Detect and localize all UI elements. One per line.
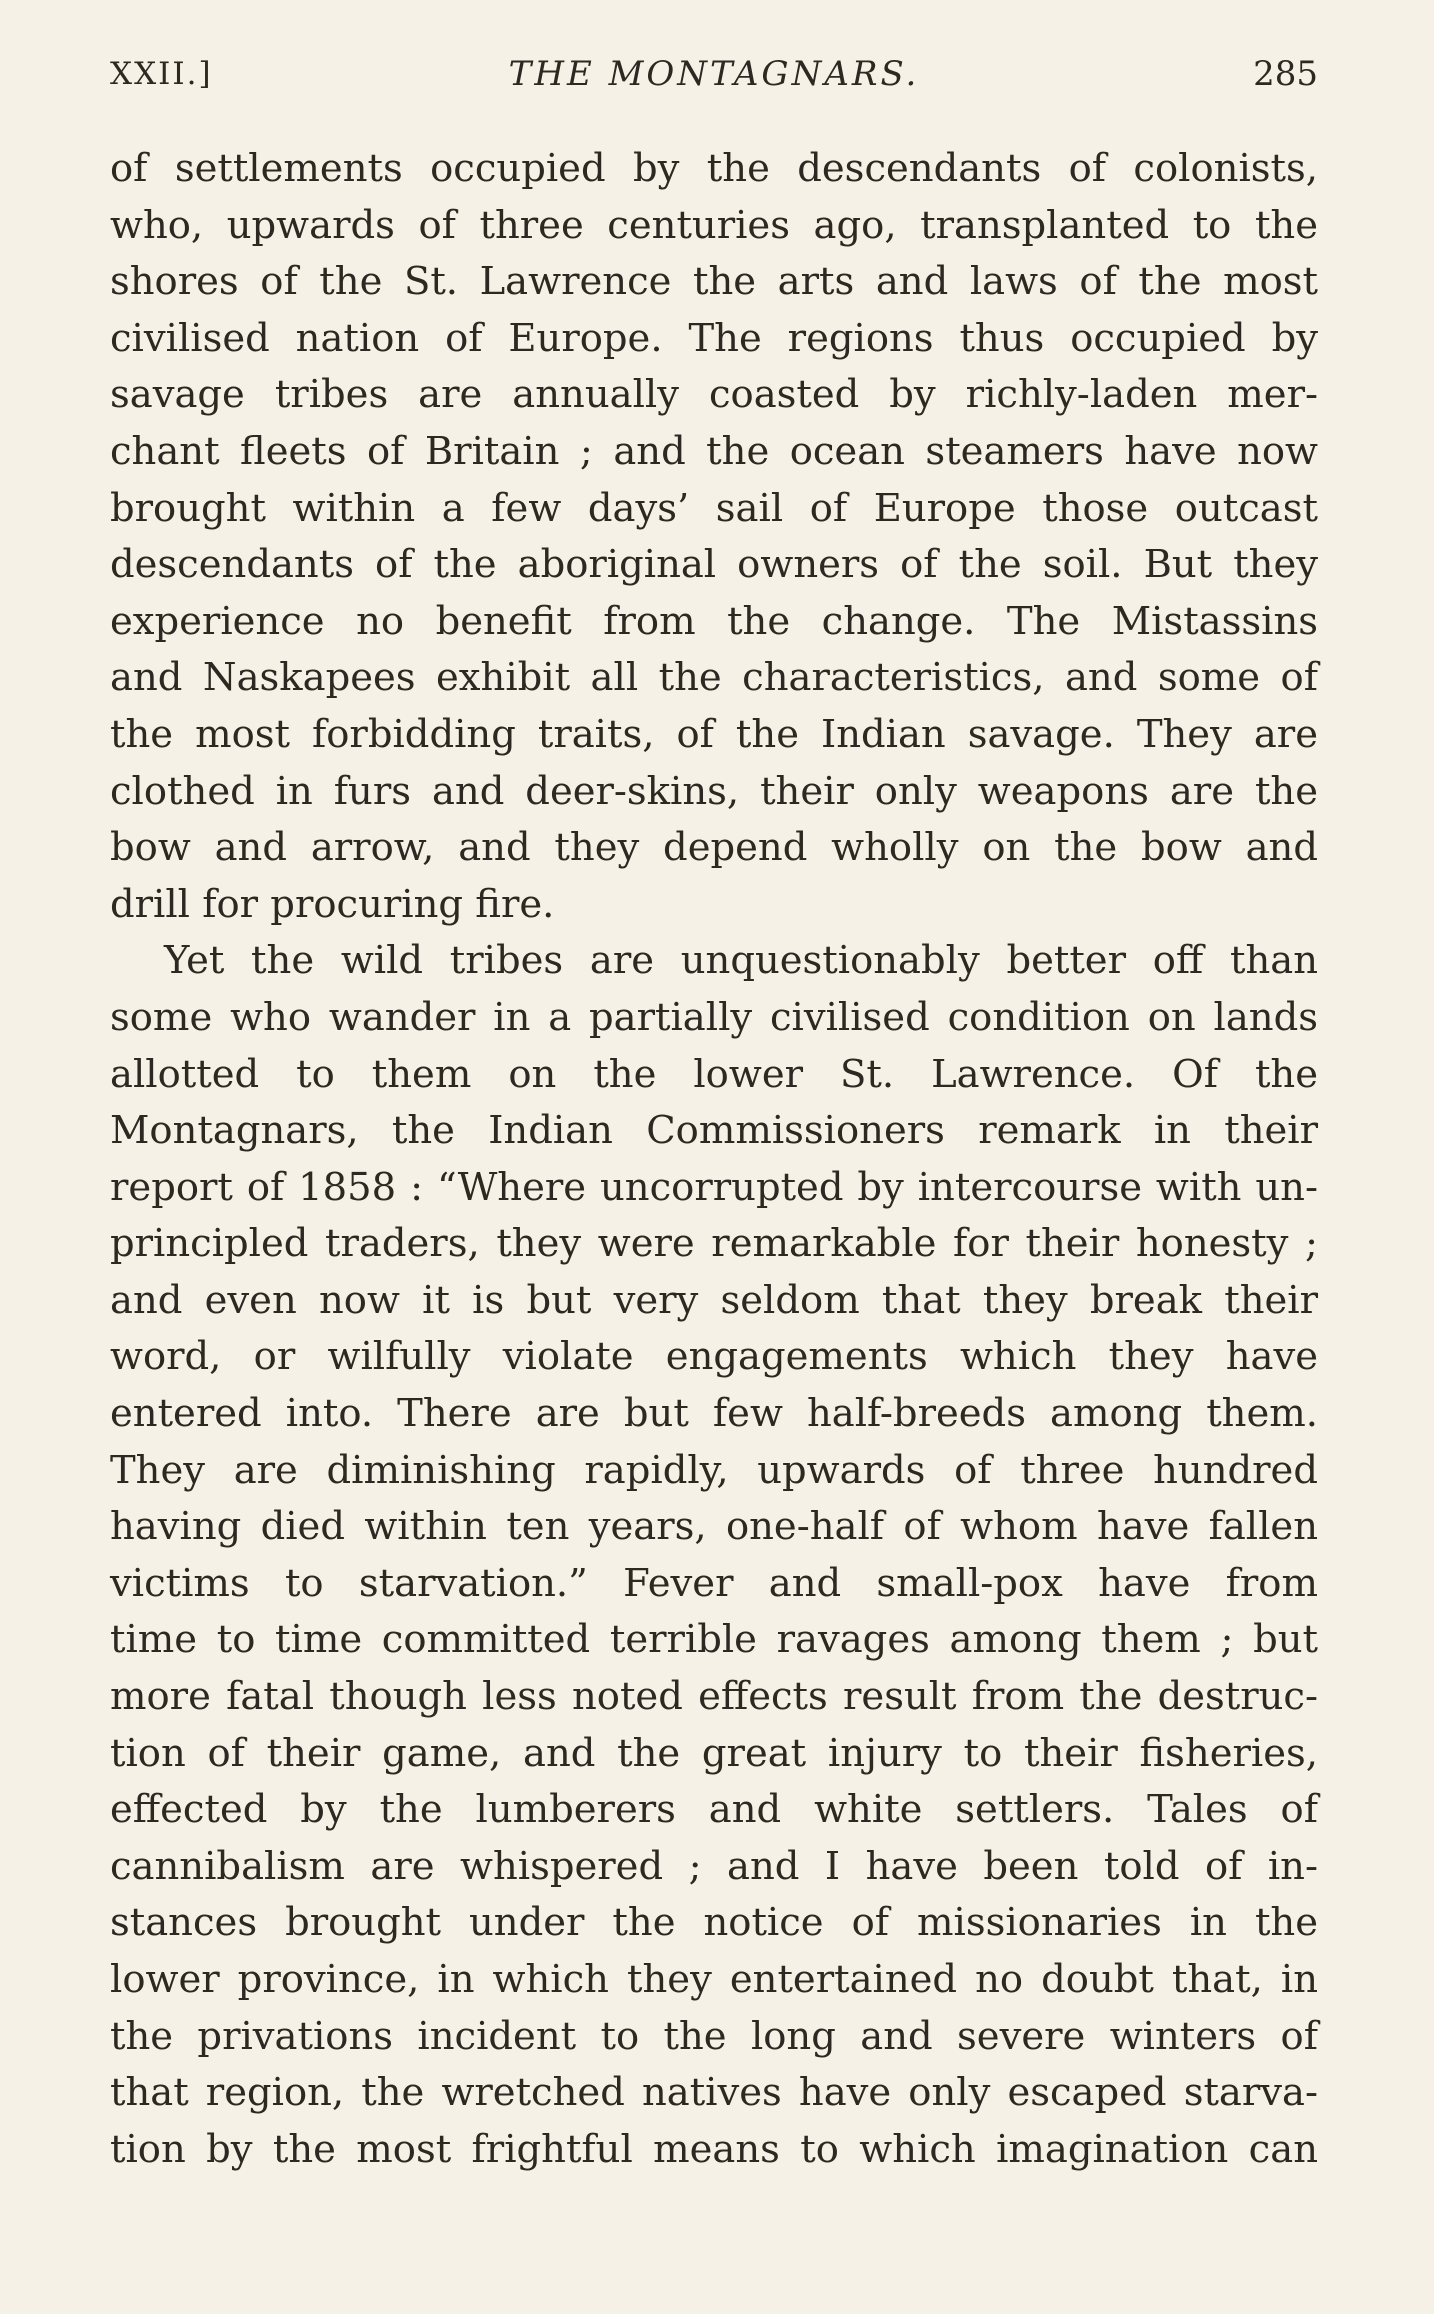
page-number: 285 <box>1253 54 1318 94</box>
text-line: having died within ten years, one-half of whom have fallen <box>110 1504 1318 1550</box>
text-line: stances brought under the notice of missionaries in the <box>110 1900 1318 1946</box>
text-line: who, upwards of three centuries ago, transplanted to the <box>110 202 1318 248</box>
text-line: tion by the most frightful means to which imagination can <box>110 2126 1318 2172</box>
text-line: effected by the lumberers and white settlers. Tales of <box>110 1787 1318 1833</box>
text-line: Montagnars, the Indian Commissioners remark in their <box>110 1108 1318 1154</box>
text-line: savage tribes are annually coasted by richly-laden mer- <box>110 372 1318 418</box>
text-line: cannibalism are whispered ; and I have been told of in- <box>110 1843 1318 1889</box>
text-line: time to time committed terrible ravages among them ; but <box>110 1617 1318 1663</box>
text-line: experience no benefit from the change. The Mistassins <box>110 598 1318 644</box>
text-line: principled traders, they were remarkable for their honesty ; <box>110 1221 1318 1267</box>
text-line: allotted to them on the lower St. Lawrence. Of the <box>110 1051 1318 1097</box>
body-text <box>110 141 1318 2178</box>
text-line: bow and arrow, and they depend wholly on the bow and <box>110 825 1318 871</box>
text-line: and Naskapees exhibit all the characteristics, and some of <box>110 655 1318 701</box>
text-line: that region, the wretched natives have only escaped starva- <box>110 2070 1318 2116</box>
text-line: of settlements occupied by the descendants of colonists, <box>110 146 1318 191</box>
text-line: more fatal though less noted effects result from the destruc- <box>110 1674 1318 1720</box>
text-line: and even now it is but very seldom that they break their <box>110 1277 1318 1323</box>
text-line: the privations incident to the long and severe winters of <box>110 2013 1318 2059</box>
chapter-number: XXII.] <box>110 56 213 92</box>
text-line: civilised nation of Europe. The regions thus occupied by <box>110 315 1318 361</box>
text-line: victims to starvation.” Fever and small-pox have from <box>110 1560 1318 1606</box>
text-line: Yet the wild tribes are unquestionably better off than <box>164 938 1318 984</box>
text-line: word, or wilfully violate engagements which they have <box>110 1334 1318 1380</box>
text-line: entered into. There are but few half-breeds among them. <box>110 1391 1318 1437</box>
text-line: tion of their game, and the great injury to their fisheries, <box>110 1730 1318 1776</box>
text-line: some who wander in a partially civilised condition on lands <box>110 994 1318 1040</box>
running-head <box>110 48 1318 100</box>
text-line: the most forbidding traits, of the Indian savage. They are <box>110 711 1318 757</box>
text-line: lower province, in which they entertained no doubt that, in <box>110 1957 1318 2002</box>
text-line: chant fleets of Britain ; and the ocean steamers have now <box>110 428 1318 474</box>
text-line: They are diminishing rapidly, upwards of three hundred <box>110 1447 1318 1493</box>
text-line: brought within a few days’ sail of Europe those outcast <box>110 485 1318 531</box>
text-line: report of 1858 : “Where uncorrupted by intercourse with un- <box>110 1164 1318 1210</box>
text-line: clothed in furs and deer-skins, their only weapons are the <box>110 768 1318 814</box>
text-line: drill for procuring fire. <box>110 881 555 927</box>
text-line: descendants of the aboriginal owners of the soil. But they <box>110 542 1318 588</box>
text-line: shores of the St. Lawrence the arts and laws of the most <box>110 259 1318 305</box>
running-title: THE MONTAGNARS. <box>508 54 920 94</box>
